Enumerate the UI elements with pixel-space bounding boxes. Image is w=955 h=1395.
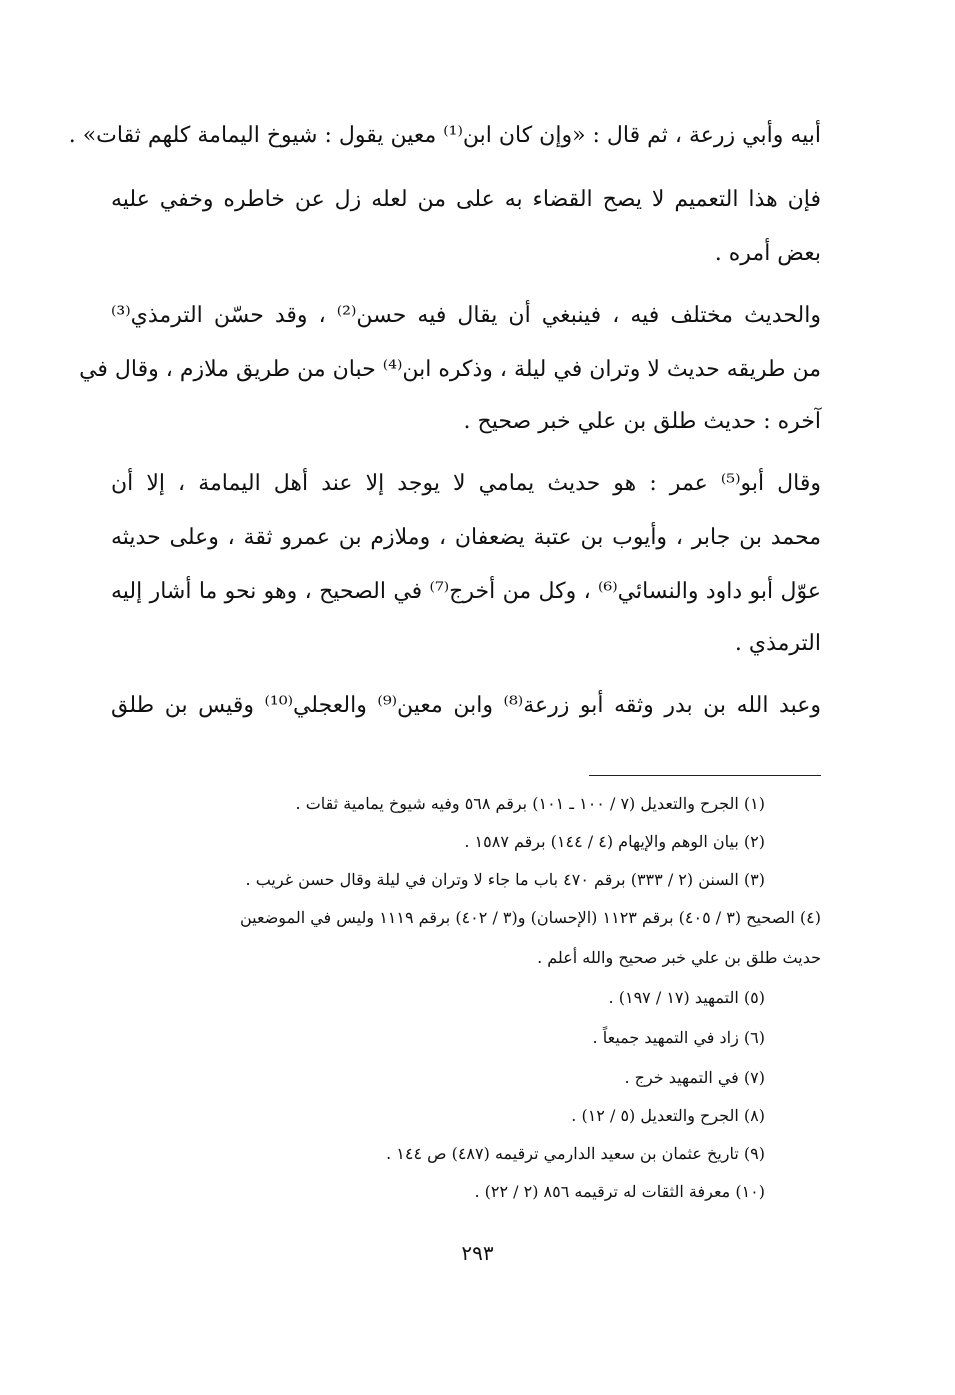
body-line-4: والحديث مختلف فيه ، فينبغي أن يقال فيه حسن⁽²⁾ ، وقد حسّن الترمذي⁽³⁾ (111, 303, 821, 328)
footnote-4: (٤) الصحيح (٣ / ٤٠٥) برقم ١١٢٣ (الإحسان) و(٣ / ٤٠٢) برقم ١١١٩ وليس في الموضعين (239, 908, 821, 927)
body-line-8: محمد بن جابر ، وأيوب بن عتبة يضعفان ، وملازم بن عمرو ثقة ، وعلى حديثه (111, 525, 821, 550)
footnote-1: (١) الجرح والتعديل (٧ / ١٠٠ ـ ١٠١) برقم ٥٦٨ وفيه شيوخ يمامية ثقات . (295, 794, 765, 813)
body-line-3: بعض أمره . (714, 241, 821, 266)
body-line-5: من طريقه حديث لا وتران في ليلة ، وذكره ابن⁽⁴⁾ حبان من طريق ملازم ، وقال في (79, 357, 821, 382)
body-line-11: وعبد الله بن بدر وثقه أبو زرعة⁽⁸⁾ وابن معين⁽⁹⁾ والعجلي⁽¹⁰⁾ وقيس بن طلق (111, 693, 821, 718)
footnote-2: (٢) بيان الوهم والإيهام (٤ / ١٤٤) برقم ١٥٨٧ . (464, 832, 765, 851)
footnote-separator (589, 775, 821, 776)
footnote-7: (٧) في التمهيد خرج . (624, 1068, 765, 1087)
body-line-1: أبيه وأبي زرعة ، ثم قال : «وإن كان ابن⁽¹⁾ معين يقول : شيوخ اليمامة كلهم ثقات» . (68, 123, 821, 148)
footnote-5: (٥) التمهيد (١٧ / ١٩٧) . (608, 988, 765, 1007)
footnote-3: (٣) السنن (٢ / ٣٣٣) برقم ٤٧٠ باب ما جاء لا وتران في ليلة وقال حسن غريب . (245, 870, 765, 889)
footnote-4-continuation: حديث طلق بن علي خبر صحيح والله أعلم . (537, 948, 821, 967)
footnote-10: (١٠) معرفة الثقات له ترقيمه ٨٥٦ (٢ / ٢٢) . (474, 1182, 765, 1201)
page-number: ٢٩٣ (461, 1241, 494, 1265)
body-line-7: وقال أبو⁽⁵⁾ عمر : هو حديث يمامي لا يوجد إلا عند أهل اليمامة ، إلا أن (111, 471, 821, 496)
body-line-2: فإن هذا التعميم لا يصح القضاء به على من لعله زل عن خاطره وخفي عليه (111, 187, 821, 212)
body-line-10: الترمذي . (734, 631, 821, 656)
footnote-6: (٦) زاد في التمهيد جميعاً . (592, 1028, 765, 1047)
footnote-9: (٩) تاريخ عثمان بن سعيد الدارمي ترقيمه (٤٨٧) ص ١٤٤ . (386, 1144, 765, 1163)
body-line-6: آخره : حديث طلق بن علي خبر صحيح . (463, 409, 821, 434)
body-line-9: عوّل أبو داود والنسائي⁽⁶⁾ ، وكل من أخرج⁽⁷⁾ في الصحيح ، وهو نحو ما أشار إليه (111, 579, 821, 604)
footnote-8: (٨) الجرح والتعديل (٥ / ١٢) . (571, 1106, 765, 1125)
